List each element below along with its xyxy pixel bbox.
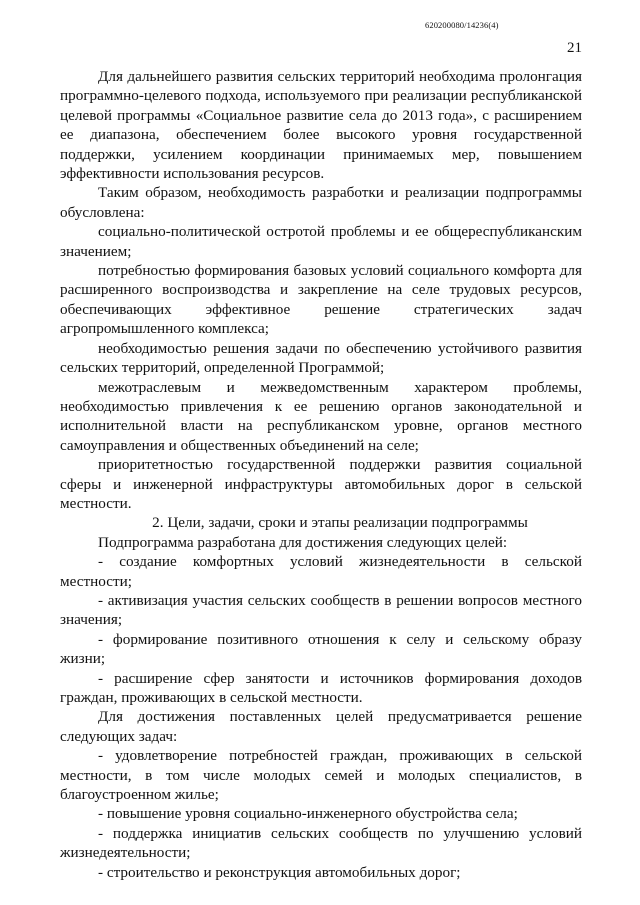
page-number: 21: [567, 40, 582, 56]
paragraph: Подпрограмма разработана для достижения следующих целей:: [98, 533, 508, 551]
paragraph: Таким образом, необходимость разработки и реализации подпрограммы обусловлена:: [60, 184, 582, 221]
list-item: - строительство и реконструкция автомобильных дорог;: [98, 863, 461, 881]
paragraph: Для достижения поставленных целей предусматривается решение следующих задач:: [60, 708, 582, 745]
section-heading: 2. Цели, задачи, сроки и этапы реализации подпрограммы: [152, 514, 528, 532]
list-item: - активизация участия сельских сообществ в решении вопросов местного значения;: [60, 591, 582, 629]
list-item: межотраслевым и межведомственным характером проблемы, необходимостью привлечения к ее решению органов законодательной и исполнительной власти на республиканском уровне, органов местного самоуправления и общественных объединений на селе;: [60, 378, 582, 454]
list-item: - повышение уровня социально-инженерного обустройства села;: [98, 805, 518, 823]
list-item: - поддержка инициатив сельских сообществ по улучшению условий жизнедеятельности;: [60, 824, 582, 862]
list-item: социально-политической остротой проблемы и ее общереспубликанским значением;: [60, 223, 582, 260]
list-item: - расширение сфер занятости и источников формирования доходов граждан, проживающих в сельской местности.: [60, 669, 582, 706]
list-item: приоритетностью государственной поддержки развития социальной сферы и инженерной инфраструктуры автомобильных дорог в сельской местности.: [60, 456, 582, 512]
paragraph: Для дальнейшего развития сельских территорий необходима пролонгация программно-целевого подхода, используемого при реализации республиканской целевой программы «Социальное развитие села до 2013 года», с расширением ее диапазона, обеспечением более высокого уровня государственной поддержки, усилением координации принимаемых мер, повышением эффективности использования ресурсов.: [60, 68, 582, 183]
list-item: - создание комфортных условий жизнедеятельности в сельской местности;: [60, 553, 582, 590]
list-item: необходимостью решения задачи по обеспечению устойчивого развития сельских территорий, определенной Программой;: [60, 339, 582, 377]
document-code: 620200080/14236(4): [425, 20, 499, 30]
list-item: - формирование позитивного отношения к селу и сельскому образу жизни;: [60, 630, 582, 668]
list-item: потребностью формирования базовых условий социального комфорта для расширенного воспроизводства и закрепление на селе трудовых ресурсов, обеспечивающих эффективное решение стратегических задач агропромышленного комплекса;: [60, 262, 582, 338]
list-item: - удовлетворение потребностей граждан, проживающих в сельской местности, в том числе молодых семей и молодых специалистов, в благоустроенном жилье;: [60, 747, 582, 804]
document-body: [60, 67, 582, 882]
